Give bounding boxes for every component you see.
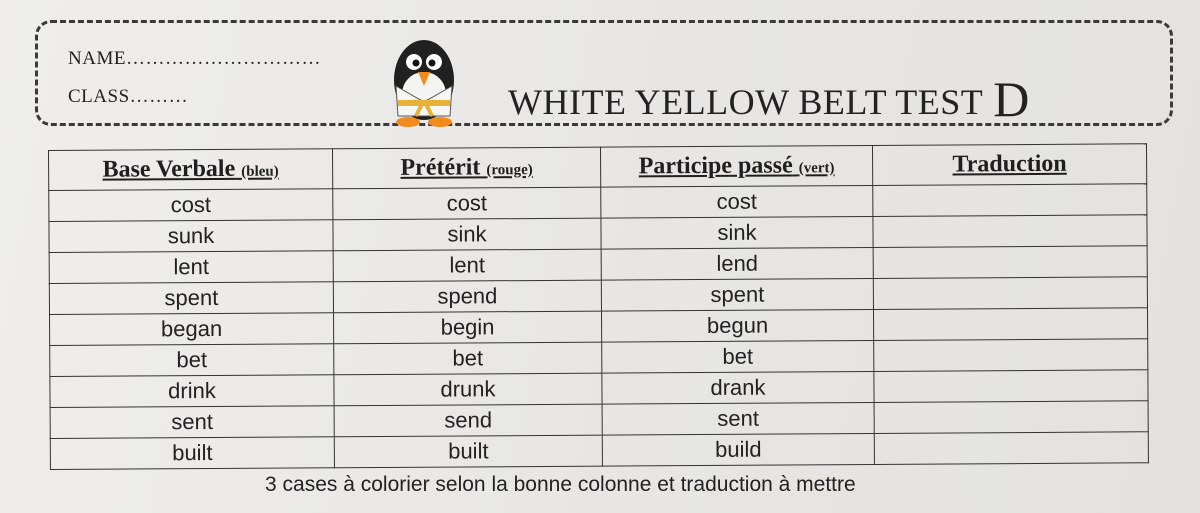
preterit-cell[interactable]: lent <box>333 249 601 282</box>
preterit-cell[interactable]: spend <box>333 280 601 313</box>
name-field: NAME………………………… <box>68 48 321 69</box>
base-cell[interactable]: bet <box>50 344 334 377</box>
participe-cell[interactable]: spent <box>601 278 873 311</box>
participe-cell[interactable]: sink <box>601 216 873 249</box>
traduction-cell[interactable] <box>874 432 1148 465</box>
instructions-note: 3 cases à colorier selon la bonne colonne et traduction à mettre <box>265 473 856 496</box>
preterit-cell[interactable]: sink <box>333 218 601 251</box>
traduction-cell[interactable] <box>873 308 1147 341</box>
base-cell[interactable]: spent <box>49 282 333 315</box>
base-cell[interactable]: built <box>50 437 334 470</box>
participe-cell[interactable]: drank <box>602 371 874 404</box>
column-header-base-verbale: Base Verbale (bleu) <box>49 149 333 191</box>
traduction-cell[interactable] <box>873 215 1147 248</box>
traduction-cell[interactable] <box>874 401 1148 434</box>
test-title <box>508 70 1030 128</box>
test-title-text: WHITE YELLOW BELT TEST <box>508 82 984 122</box>
penguin-judo-icon <box>378 28 470 128</box>
preterit-cell[interactable]: send <box>334 404 602 437</box>
traduction-cell[interactable] <box>873 184 1147 217</box>
column-header-traduction: Traduction <box>872 144 1146 186</box>
participe-cell[interactable]: bet <box>602 340 874 373</box>
base-cell[interactable]: sunk <box>49 220 333 253</box>
test-letter: D <box>993 71 1030 127</box>
base-cell[interactable]: drink <box>50 375 334 408</box>
traduction-cell[interactable] <box>874 370 1148 403</box>
base-cell[interactable]: lent <box>49 251 333 284</box>
participe-cell[interactable]: lend <box>601 247 873 280</box>
participe-cell[interactable]: begun <box>601 309 873 342</box>
base-cell[interactable]: cost <box>49 189 333 222</box>
participe-cell[interactable]: build <box>602 433 874 466</box>
verb-table <box>48 143 1149 470</box>
preterit-cell[interactable]: built <box>334 435 602 468</box>
traduction-cell[interactable] <box>873 246 1147 279</box>
traduction-cell[interactable] <box>873 277 1147 310</box>
preterit-cell[interactable]: drunk <box>334 373 602 406</box>
preterit-cell[interactable]: cost <box>333 187 601 220</box>
preterit-cell[interactable]: begin <box>333 311 601 344</box>
base-cell[interactable]: began <box>50 313 334 346</box>
participe-cell[interactable]: sent <box>602 402 874 435</box>
preterit-cell[interactable]: bet <box>334 342 602 375</box>
table-row <box>50 432 1148 470</box>
traduction-cell[interactable] <box>874 339 1148 372</box>
participe-cell[interactable]: cost <box>601 185 873 218</box>
column-header-preterit: Prétérit (rouge) <box>332 147 600 189</box>
column-header-participe-passe: Participe passé (vert) <box>600 145 872 187</box>
class-field: CLASS……… <box>68 86 189 107</box>
table-header-row <box>49 144 1147 191</box>
base-cell[interactable]: sent <box>50 406 334 439</box>
